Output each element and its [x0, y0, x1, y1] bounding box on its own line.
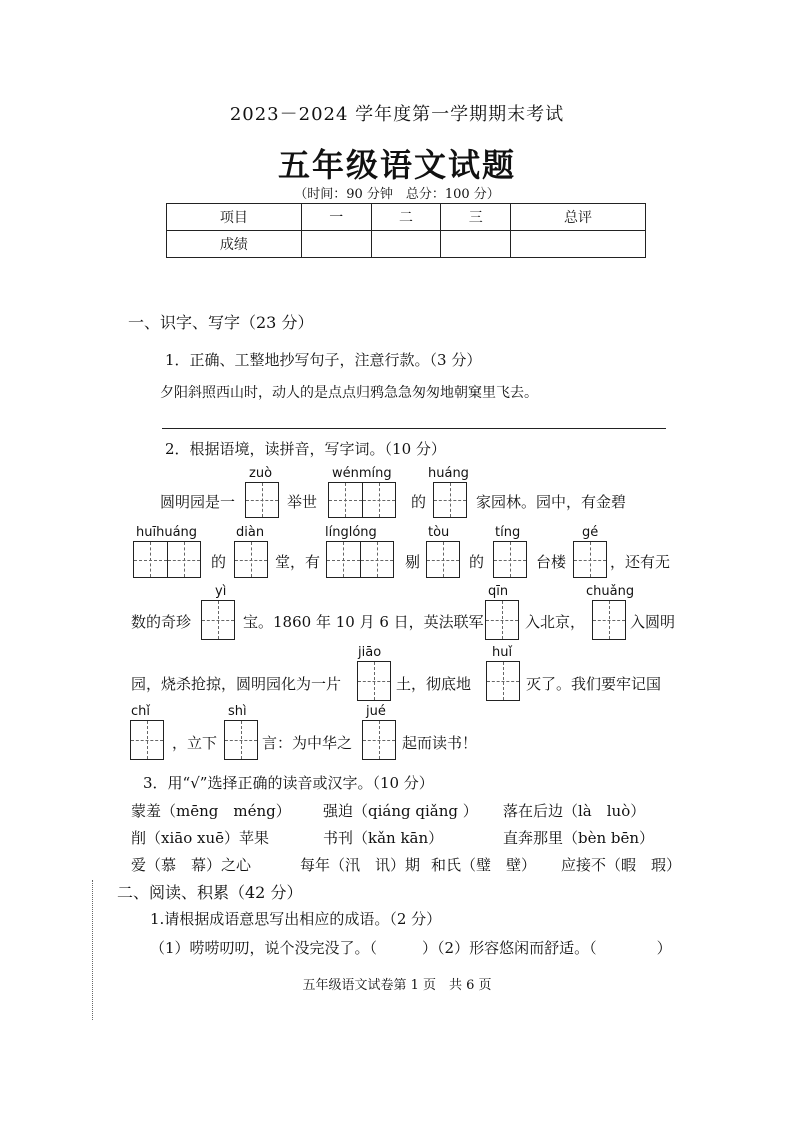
passage-text: 入圆明 [630, 613, 676, 631]
pinyin-label: gé [582, 525, 599, 540]
choice-item[interactable]: 削（xiāo xuē）苹果 [131, 829, 269, 847]
score-cell: 一 [301, 204, 371, 231]
tianzi-grid[interactable] [201, 600, 235, 640]
pinyin-label: jué [366, 704, 386, 719]
passage-text: 数的奇珍 [131, 613, 192, 631]
passage-text: 言：为中华之 [262, 734, 353, 752]
tianzi-grid[interactable] [573, 541, 607, 578]
score-input-cell[interactable] [301, 231, 371, 258]
pinyin-label: shì [228, 704, 247, 719]
tianzi-grid[interactable] [592, 600, 626, 640]
tianzi-grid[interactable] [326, 541, 394, 578]
section-1-heading: 一、识字、写字（23 分） [128, 313, 314, 332]
tianzi-grid[interactable] [224, 720, 258, 760]
pinyin-label: huǐ [492, 645, 513, 660]
pinyin-label: qīn [488, 584, 509, 599]
passage-text: 举世 [287, 493, 318, 511]
score-input-cell[interactable] [511, 231, 646, 258]
choice-item[interactable]: 爱（慕 幕）之心 [131, 856, 252, 874]
question-2-prompt: 2．根据语境，读拼音，写字词。（10 分） [165, 440, 446, 458]
score-cell: 三 [441, 204, 511, 231]
exam-subtitle: （时间：90 分钟 总分：100 分） [294, 187, 500, 202]
score-input-cell[interactable] [371, 231, 441, 258]
choice-item[interactable]: 书刊（kǎn kān） [323, 829, 444, 847]
pinyin-label: jiāo [358, 645, 382, 660]
tianzi-grid[interactable] [485, 600, 519, 640]
pinyin-label: huáng [428, 466, 469, 481]
page-footer: 五年级语文试卷第 1 页 共 6 页 [302, 978, 492, 993]
choice-item[interactable]: 强迫（qiáng qiǎng ） [323, 802, 478, 820]
passage-text: 灭了。我们要牢记国 [526, 675, 662, 693]
choice-item[interactable]: 每年（汛 讯）期 [300, 856, 421, 874]
pinyin-label: línglóng [325, 525, 377, 540]
tianzi-grid[interactable] [130, 720, 164, 760]
choice-item[interactable]: 应接不（暇 瑕） [561, 856, 682, 874]
question-1-sentence: 夕阳斜照西山时，动人的是点点归鸦急急匆匆地朝窠里飞去。 [160, 385, 538, 401]
passage-text: 的 [411, 493, 427, 511]
pinyin-label: chuǎng [586, 584, 635, 599]
pinyin-label: yì [215, 584, 227, 599]
question-3-prompt: 3．用“√”选择正确的读音或汉字。（10 分） [143, 774, 434, 792]
passage-text: ，立下 [172, 734, 218, 752]
tianzi-grid[interactable] [486, 661, 520, 701]
score-cell: 总评 [511, 204, 646, 231]
tianzi-grid[interactable] [245, 482, 279, 518]
score-input-cell[interactable] [441, 231, 511, 258]
tianzi-grid[interactable] [433, 482, 467, 518]
question-4-items: （1）唠唠叨叨，说个没完没了。（ ）（2）形容悠闲而舒适。（ ） [150, 939, 672, 957]
tianzi-grid[interactable] [133, 541, 201, 578]
passage-text: 宝。1860 年 10 月 6 日，英法联军 [243, 613, 484, 631]
section-2-heading: 二、阅读、积累（42 分） [117, 883, 303, 902]
passage-text: 圆明园是一 [160, 493, 236, 511]
pinyin-label: wénmíng [332, 466, 392, 481]
score-cell: 项目 [167, 204, 302, 231]
tianzi-grid[interactable] [234, 541, 268, 578]
choice-item[interactable]: 蒙羞（mēng méng） [131, 802, 291, 820]
score-table-header-row [167, 204, 646, 231]
tianzi-grid[interactable] [362, 720, 396, 760]
passage-text: 的 [211, 553, 227, 571]
passage-text: 入北京， [525, 613, 586, 631]
passage-text: 土，彻底地 [396, 675, 472, 693]
passage-text: 的 [469, 553, 485, 571]
tianzi-grid[interactable] [426, 541, 460, 578]
passage-text: 园，烧杀抢掠，圆明园化为一片 [131, 675, 342, 693]
choice-item[interactable]: 和氏（璧 壁） [431, 856, 537, 874]
pinyin-label: tòu [428, 525, 450, 540]
exam-header: 2023－2024 学年度第一学期期末考试 [229, 104, 565, 125]
pinyin-label: diàn [236, 525, 265, 540]
pinyin-label: chǐ [131, 704, 150, 719]
passage-text: ，还有无 [610, 553, 671, 571]
passage-text: 剔 [405, 553, 421, 571]
pinyin-label: zuò [249, 466, 273, 481]
passage-text: 起而读书！ [402, 734, 478, 752]
choice-item[interactable]: 直奔那里（bèn bēn） [503, 829, 655, 847]
page-title: 五年级语文试题 [277, 146, 516, 184]
pinyin-label: tíng [495, 525, 521, 540]
tianzi-grid[interactable] [493, 541, 527, 578]
score-table [166, 203, 646, 258]
writing-line[interactable] [162, 428, 666, 429]
pinyin-label: huīhuáng [136, 525, 198, 540]
score-table-row [167, 231, 646, 258]
question-4-prompt: 1.请根据成语意思写出相应的成语。（2 分） [150, 910, 442, 928]
tianzi-grid[interactable] [357, 661, 391, 701]
score-cell: 成绩 [167, 231, 302, 258]
tianzi-grid[interactable] [328, 482, 396, 518]
binding-margin-line [92, 880, 93, 1020]
choice-item[interactable]: 落在后边（là luò） [503, 802, 646, 820]
score-cell: 二 [371, 204, 441, 231]
question-1-prompt: 1．正确、工整地抄写句子，注意行款。（3 分） [165, 351, 482, 369]
passage-text: 家园林。园中，有金碧 [476, 493, 627, 511]
passage-text: 台楼 [536, 553, 567, 571]
passage-text: 堂，有 [275, 553, 321, 571]
